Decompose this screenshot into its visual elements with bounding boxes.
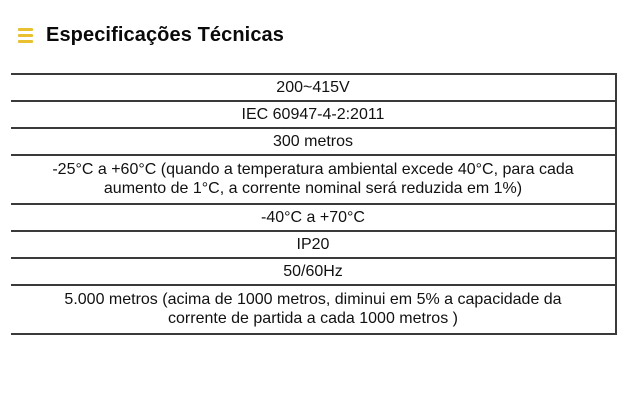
table-row <box>11 285 616 334</box>
table-row <box>11 231 616 258</box>
table-row <box>11 128 616 155</box>
spec-protection-rating: IP20 <box>11 231 616 258</box>
section-header <box>18 24 284 47</box>
spec-frequency: 50/60Hz <box>11 258 616 285</box>
spec-storage-temperature: -40°C a +70°C <box>11 204 616 231</box>
spec-line: aumento de 1°C, a corrente nominal será reduzida em 1%) <box>103 180 523 197</box>
spec-distance: 300 metros <box>11 128 616 155</box>
spec-table <box>11 73 617 335</box>
spec-line: 5.000 metros (acima de 1000 metros, diminui em 5% a capacidade da <box>64 291 562 308</box>
table-row <box>11 74 616 101</box>
table-row <box>11 155 616 204</box>
table-row <box>11 204 616 231</box>
spec-standard: IEC 60947-4-2:2011 <box>11 101 616 128</box>
table-row <box>11 101 616 128</box>
table-row <box>11 258 616 285</box>
spec-line: corrente de partida a cada 1000 metros ) <box>168 310 458 327</box>
spec-altitude <box>11 285 616 334</box>
section-title: Especificações Técnicas <box>46 24 284 46</box>
spec-voltage: 200~415V <box>11 74 616 101</box>
menu-icon <box>18 28 33 43</box>
spec-line: -25°C a +60°C (quando a temperatura ambiental excede 40°C, para cada <box>52 161 574 178</box>
spec-operating-temperature <box>11 155 616 204</box>
